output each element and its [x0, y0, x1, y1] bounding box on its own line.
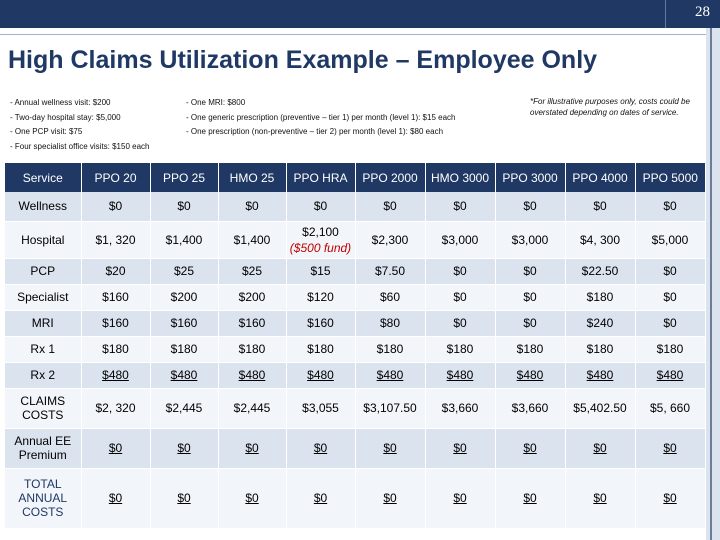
table-cell: $480 — [635, 362, 705, 388]
row-label: Rx 2 — [5, 362, 81, 388]
table-cell: $0 — [635, 258, 705, 284]
table-cell: $2,445 — [150, 388, 218, 428]
table-cell: $1,400 — [218, 221, 286, 258]
table-cell: $3,000 — [495, 221, 565, 258]
table-cell: $0 — [150, 428, 218, 468]
column-header: Service — [5, 163, 81, 192]
table-cell: $0 — [565, 468, 635, 528]
row-label: Specialist — [5, 284, 81, 310]
row-label: Hospital — [5, 221, 81, 258]
table-cell: $0 — [150, 192, 218, 221]
assumption-item: - Two-day hospital stay: $5,000 — [10, 112, 121, 122]
table-cell: $0 — [81, 468, 150, 528]
hra-fund-note: ($500 fund) — [289, 240, 352, 255]
table-cell: $160 — [286, 310, 355, 336]
assumption-item: - One MRI: $800 — [186, 98, 246, 107]
table-cell: $22.50 — [565, 258, 635, 284]
table-cell: $0 — [81, 428, 150, 468]
assumptions-list-2 — [186, 96, 455, 140]
page-number: 28 — [695, 4, 710, 20]
table-row — [5, 336, 705, 362]
table-cell: $5, 660 — [635, 388, 705, 428]
table-cell: $160 — [81, 310, 150, 336]
table-cell: $180 — [565, 336, 635, 362]
table-cell: $0 — [635, 310, 705, 336]
table-row — [5, 428, 705, 468]
table-cell: $180 — [218, 336, 286, 362]
row-label: TOTAL ANNUAL COSTS — [5, 468, 81, 528]
table-cell: $160 — [150, 310, 218, 336]
table-cell: $480 — [286, 362, 355, 388]
top-banner — [0, 0, 720, 28]
table-cell: $0 — [425, 192, 495, 221]
slide-title: High Claims Utilization Example – Employee Only — [8, 46, 598, 74]
table-cell: $480 — [355, 362, 425, 388]
table-cell: $120 — [286, 284, 355, 310]
row-label: MRI — [5, 310, 81, 336]
table-cell: $480 — [565, 362, 635, 388]
table-cell: $25 — [150, 258, 218, 284]
table-cell: $180 — [635, 336, 705, 362]
page-number-box — [665, 0, 720, 28]
table-row — [5, 468, 705, 528]
column-header: HMO 25 — [218, 163, 286, 192]
table-row — [5, 221, 705, 258]
column-header: HMO 3000 — [425, 163, 495, 192]
column-header: PPO 3000 — [495, 163, 565, 192]
table-cell: $20 — [81, 258, 150, 284]
table-cell: $0 — [565, 428, 635, 468]
table-cell: $0 — [425, 310, 495, 336]
table-cell: $0 — [81, 192, 150, 221]
table-cell: $1,400 — [150, 221, 218, 258]
table-cell: $180 — [355, 336, 425, 362]
table-cell: $0 — [218, 428, 286, 468]
assumption-item: - Four specialist office visits: $150 each — [10, 141, 150, 151]
table-cell: $80 — [355, 310, 425, 336]
table-cell: $5,000 — [635, 221, 705, 258]
cell-value: $2,100 — [302, 224, 339, 239]
table-cell: $180 — [81, 336, 150, 362]
table-cell: $0 — [495, 428, 565, 468]
table-cell: $0 — [495, 284, 565, 310]
table-cell: $0 — [218, 192, 286, 221]
assumption-item: - Annual wellness visit: $200 — [10, 98, 111, 107]
table-cell: $0 — [425, 284, 495, 310]
table-cell: $5,402.50 — [565, 388, 635, 428]
table-cell: $240 — [565, 310, 635, 336]
table-cell: $2,300 — [355, 221, 425, 258]
table-cell: $480 — [81, 362, 150, 388]
table-row — [5, 362, 705, 388]
table-cell: $0 — [425, 468, 495, 528]
table-cell: $0 — [150, 468, 218, 528]
assumption-item: - One PCP visit: $75 — [10, 127, 83, 136]
table-cell: $0 — [635, 192, 705, 221]
table-cell: $3,055 — [286, 388, 355, 428]
illustrative-footnote: *For illustrative purposes only, costs could be overstated depending on dates of service. — [530, 97, 690, 117]
table-cell: $3,107.50 — [355, 388, 425, 428]
right-decorative-rail — [706, 28, 720, 540]
table-cell: $0 — [565, 192, 635, 221]
rail-line — [710, 28, 712, 540]
column-header: PPO 4000 — [565, 163, 635, 192]
assumption-item: - One generic prescription (preventive – tier 1) per month (level 1): $15 each — [186, 112, 456, 122]
table-row — [5, 310, 705, 336]
table-cell: $200 — [218, 284, 286, 310]
table-cell: $480 — [425, 362, 495, 388]
table-cell: $2, 320 — [81, 388, 150, 428]
column-header: PPO 5000 — [635, 163, 705, 192]
assumptions-list-1 — [10, 96, 149, 154]
table-cell: $0 — [425, 258, 495, 284]
table-cell: $3,000 — [425, 221, 495, 258]
table-cell: $0 — [495, 192, 565, 221]
assumption-item: - One prescription (non-preventive – tier 2) per month (level 1): $80 each — [186, 127, 444, 136]
table-cell: $0 — [355, 468, 425, 528]
column-header: PPO 25 — [150, 163, 218, 192]
table-cell: $0 — [495, 258, 565, 284]
table-body — [5, 192, 705, 528]
table-cell: $200 — [150, 284, 218, 310]
table-cell: $3,660 — [425, 388, 495, 428]
table-row — [5, 284, 705, 310]
table-row — [5, 388, 705, 428]
title-divider — [0, 34, 720, 35]
table-cell: $480 — [218, 362, 286, 388]
table-cell: $7.50 — [355, 258, 425, 284]
table-cell: $0 — [355, 428, 425, 468]
row-label: Annual EE Premium — [5, 428, 81, 468]
table-cell: $1, 320 — [81, 221, 150, 258]
table-cell: $180 — [565, 284, 635, 310]
table-cell: $0 — [495, 468, 565, 528]
table-cell: $180 — [286, 336, 355, 362]
table-cell: $4, 300 — [565, 221, 635, 258]
table-row — [5, 192, 705, 221]
row-label: PCP — [5, 258, 81, 284]
table-cell: $180 — [150, 336, 218, 362]
table-header-row — [5, 163, 705, 192]
table-cell: $180 — [425, 336, 495, 362]
column-header: PPO HRA — [286, 163, 355, 192]
table-cell: $0 — [286, 192, 355, 221]
table-cell: $60 — [355, 284, 425, 310]
row-label: Wellness — [5, 192, 81, 221]
table-cell: $2,445 — [218, 388, 286, 428]
table-row — [5, 258, 705, 284]
table-cell: $180 — [495, 336, 565, 362]
table-cell: $3,660 — [495, 388, 565, 428]
table-cell: $160 — [81, 284, 150, 310]
table-cell: $0 — [425, 428, 495, 468]
column-header: PPO 2000 — [355, 163, 425, 192]
table-cell: $160 — [218, 310, 286, 336]
table-cell: $0 — [495, 310, 565, 336]
table-cell — [286, 221, 355, 258]
table-cell: $0 — [218, 468, 286, 528]
table-cell: $0 — [355, 192, 425, 221]
cost-comparison-table — [5, 163, 706, 529]
table-cell: $480 — [150, 362, 218, 388]
table-cell: $0 — [635, 428, 705, 468]
row-label: Rx 1 — [5, 336, 81, 362]
table-cell: $0 — [635, 468, 705, 528]
table-cell: $0 — [286, 468, 355, 528]
row-label: CLAIMS COSTS — [5, 388, 81, 428]
table-cell: $0 — [635, 284, 705, 310]
table-cell: $0 — [286, 428, 355, 468]
table-cell: $25 — [218, 258, 286, 284]
table-cell: $480 — [495, 362, 565, 388]
table-cell: $15 — [286, 258, 355, 284]
column-header: PPO 20 — [81, 163, 150, 192]
